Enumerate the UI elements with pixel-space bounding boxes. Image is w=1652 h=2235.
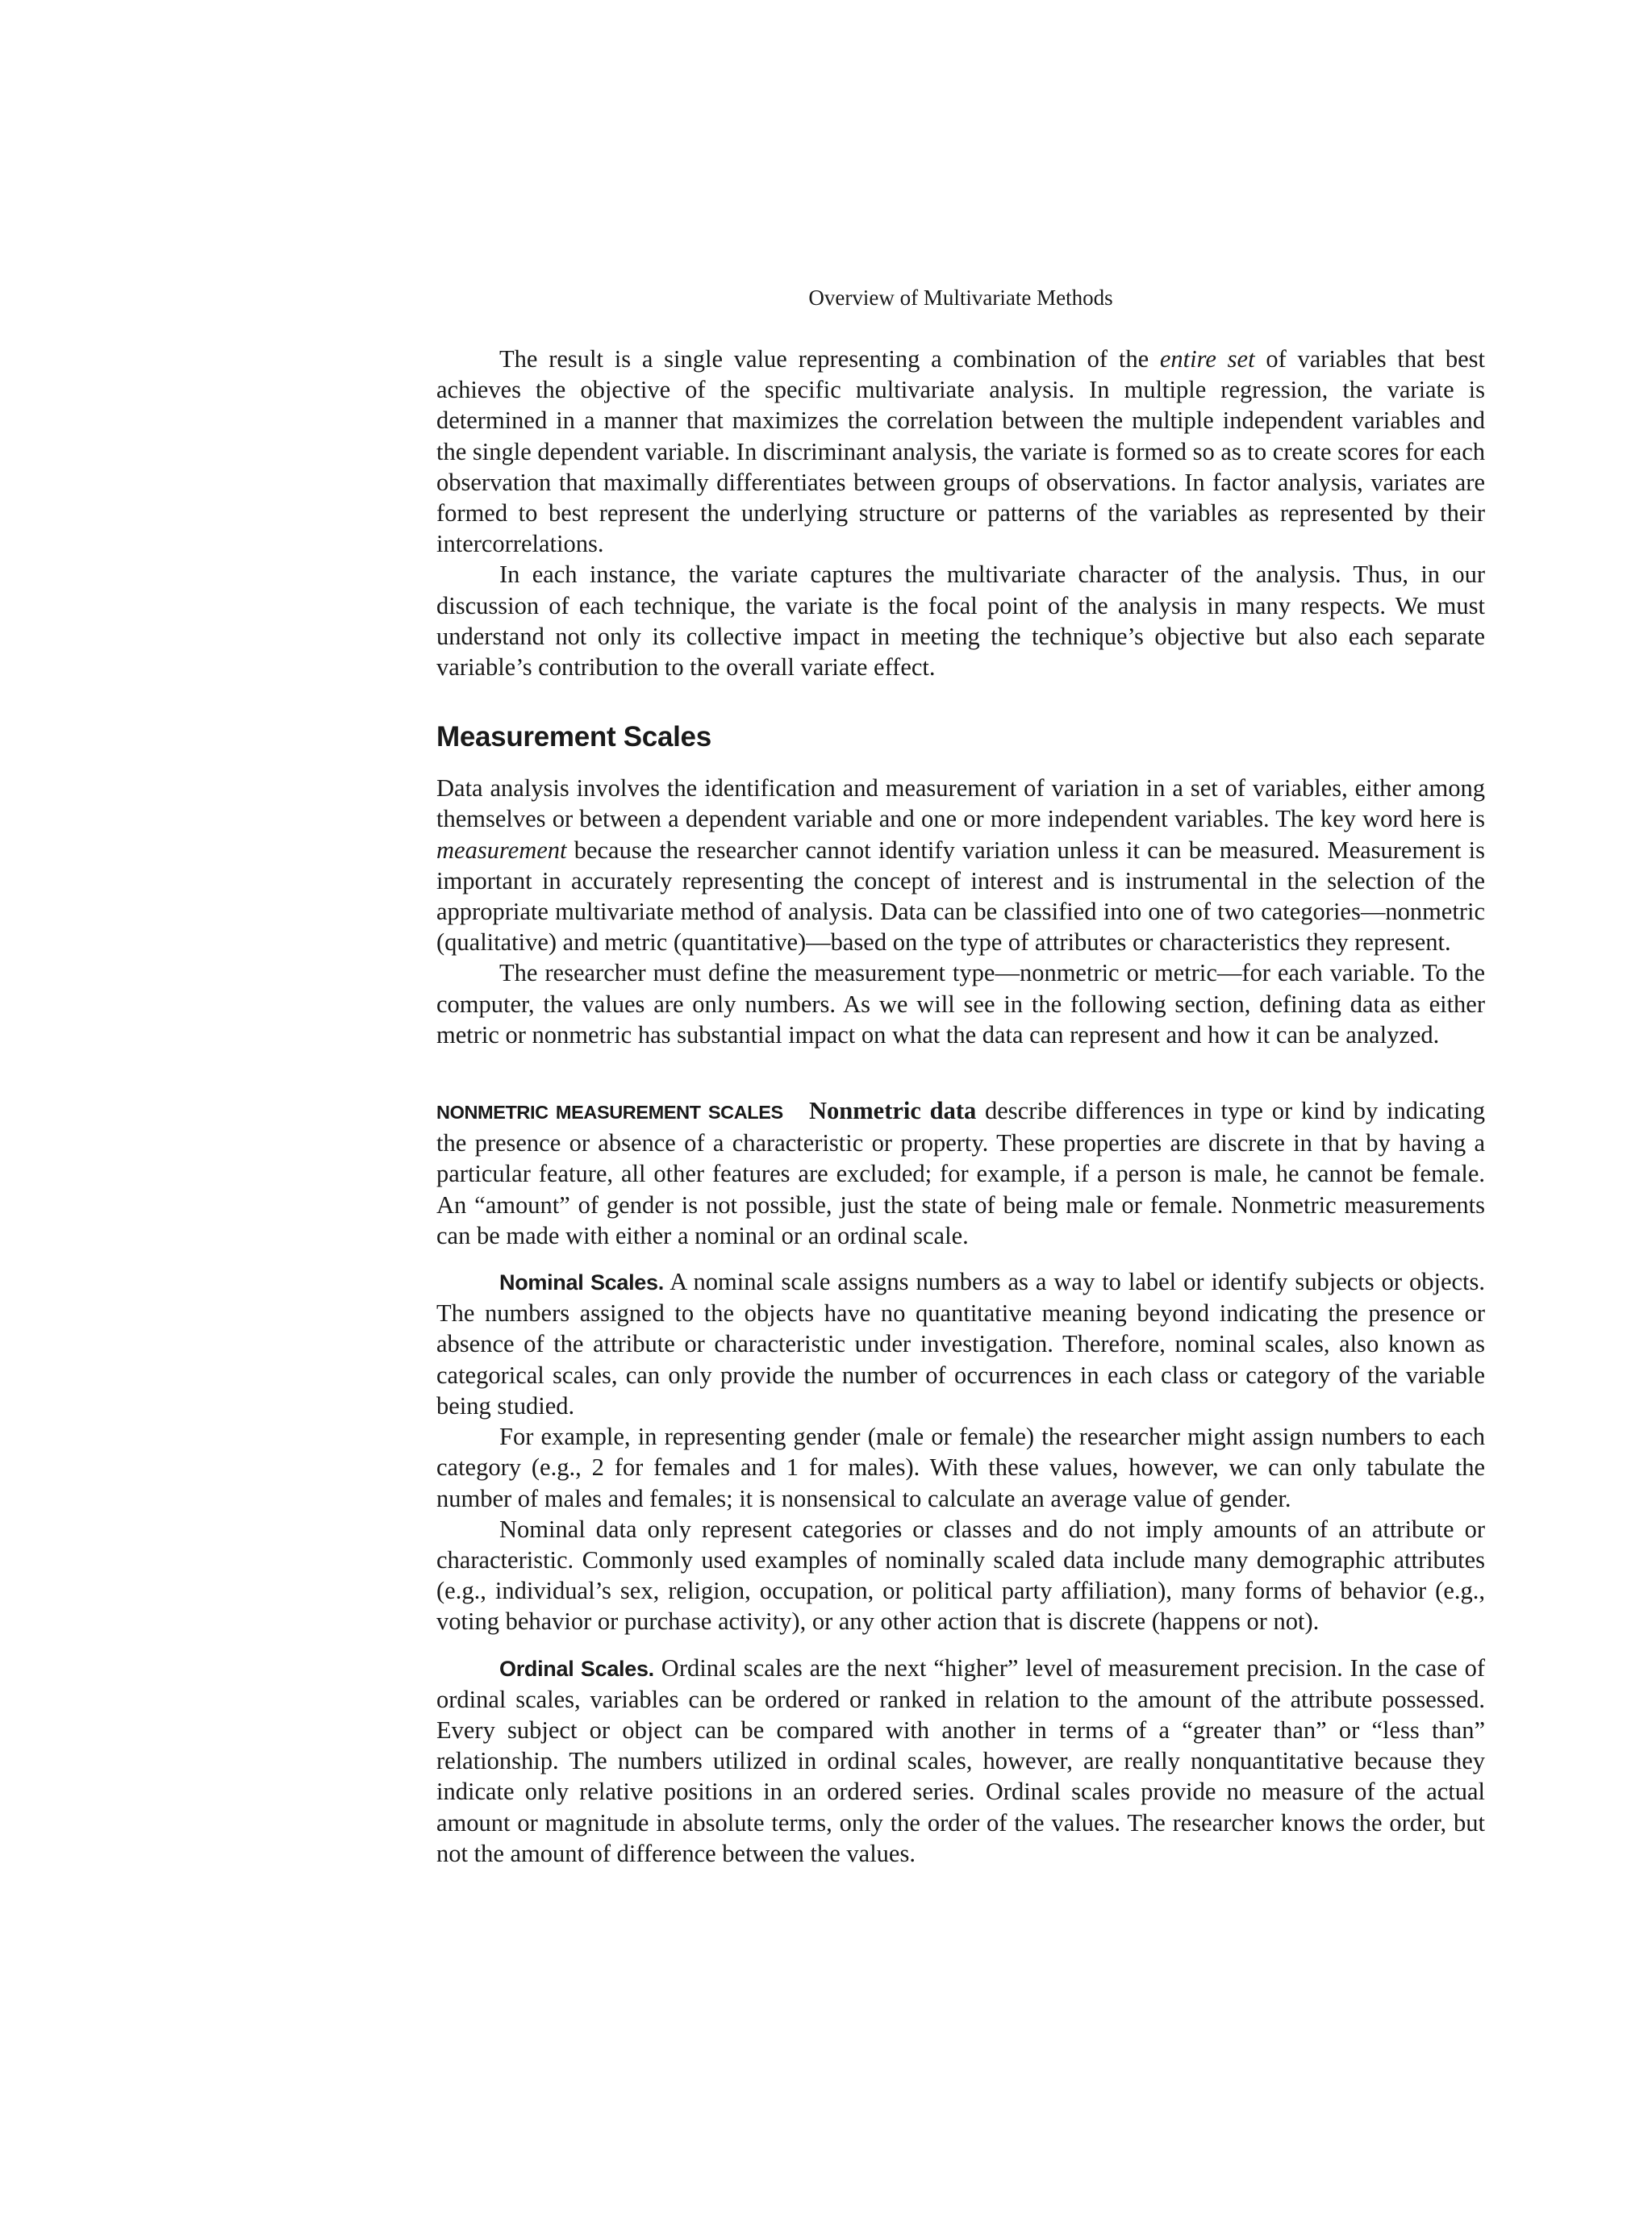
runin-heading-ordinal: Ordinal Scales. — [499, 1656, 654, 1681]
running-head: Overview of Multivariate Methods — [808, 286, 1113, 310]
paragraph-nominal-scales — [436, 1266, 1485, 1421]
paragraph-gender-example: For example, in representing gender (male or female) the researcher might assign numbers to each category (e.g., 2 for females and 1 for males). With these values, however, we can only tabulate the number of males and females; it is nonsensical to calculate an average value of gender. — [436, 1423, 1485, 1512]
text-span: Data analysis involves the identification and measurement of variation in a set of variables, either among themselves or between a dependent variable and one or more independent variables. The key word here is — [436, 774, 1485, 833]
emphasis-text: entire set — [1159, 345, 1255, 373]
document-page — [436, 284, 1485, 1869]
text-span: A nominal scale assigns numbers as a way to label or identify subjects or objects. The numbers assigned to the objects have no quantitative meaning beyond indicating the presence or absence of the attribute or characteristic under investigation. Therefore, nominal scales, also known as categorical scales, can only provide the number of occurrences in each class or category of the variable being studied. — [436, 1268, 1485, 1420]
text-span: Ordinal scales are the next “higher” level of measurement precision. In the case of ordinal scales, variables can be ordered or ranked in relation to the amount of the attribute possessed. Every subject or object can be compared with another in terms of a “greater than” or “less than” relationship. The numbers utilized in ordinal scales, however, are really nonquantitative because they indicate only relative positions in an ordered series. Ordinal scales provide no measure of the actual amount or magnitude in absolute terms, only the order of the values. The researcher knows the order, but not the amount of difference between the values. — [436, 1653, 1485, 1867]
text-span: of variables that best achieves the objective of the specific multivariate analysis. In multiple regression, the variate is determined in a manner that maximizes the correlation between the multiple independent variables and the single dependent variable. In discriminant analysis, the variate is formed so as to create scores for each observation that maximally differentiates between groups of observations. In factor analysis, variates are formed to best represent the underlying structure or patterns of the variables as represented by their intercorrelations. — [436, 345, 1486, 558]
paragraph-data-analysis — [436, 773, 1485, 957]
emphasis-text: measurement — [436, 836, 567, 864]
text-span: describe differences in type or kind by indicating the presence or absence of a characteristic or property. These properties are discrete in that by having a particular feature, all other features are excluded; for example, if a person is male, he cannot be female. An “amount” of gender is not possible, just the state of being male or female. Nonmetric measurements can be made with either a nominal or an ordinal scale. — [436, 1097, 1486, 1249]
runin-heading-nominal: Nominal Scales. — [499, 1270, 664, 1295]
text-span: because the researcher cannot identify variation unless it can be measured. Measurement is important in accurately representing the concept of interest and is instrumental in the selection of the appropriate multivariate method of analysis. Data can be classified into one of two categories—nonmetric (qualitative) and metric (quantitative)—based on the type of attributes or characteristics they represent. — [436, 836, 1485, 957]
section-heading-measurement-scales: Measurement Scales — [436, 721, 711, 753]
paragraph-measurement-type: The researcher must define the measurement type—nonmetric or metric—for each variable. To the computer, the values are only numbers. As we will see in the following section, defining data as either metric or nonmetric has substantial impact on what the data can represent and how it can be analyzed. — [436, 959, 1485, 1049]
runin-heading-nonmetric: NONMETRIC MEASUREMENT SCALES — [436, 1102, 783, 1124]
paragraph-nominal-data: Nominal data only represent categories or classes and do not imply amounts of an attribute or characteristic. Commonly used examples of nominally scaled data include many demographic attributes (e.g., individual’s sex, religion, occupation, or political party affiliation), many forms of behavior (e.g., voting behavior or purchase activity), or any other action that is discrete (happens or not). — [436, 1515, 1485, 1636]
text-span: The result is a single value representing a combination of the — [499, 345, 1160, 373]
key-term-nonmetric-data: Nonmetric data — [809, 1097, 977, 1125]
paragraph-ordinal-scales — [436, 1653, 1485, 1869]
paragraph-variate-character: In each instance, the variate captures the multivariate character of the analysis. Thus, in our discussion of each technique, the variate is the focal point of the analysis in many respects. We must understand not only its collective impact in meeting the technique’s objective but also each separate variable’s contribution to the overall variate effect. — [436, 561, 1485, 682]
paragraph-nonmetric-scales — [436, 1095, 1485, 1251]
paragraph-variate-result — [436, 344, 1485, 559]
